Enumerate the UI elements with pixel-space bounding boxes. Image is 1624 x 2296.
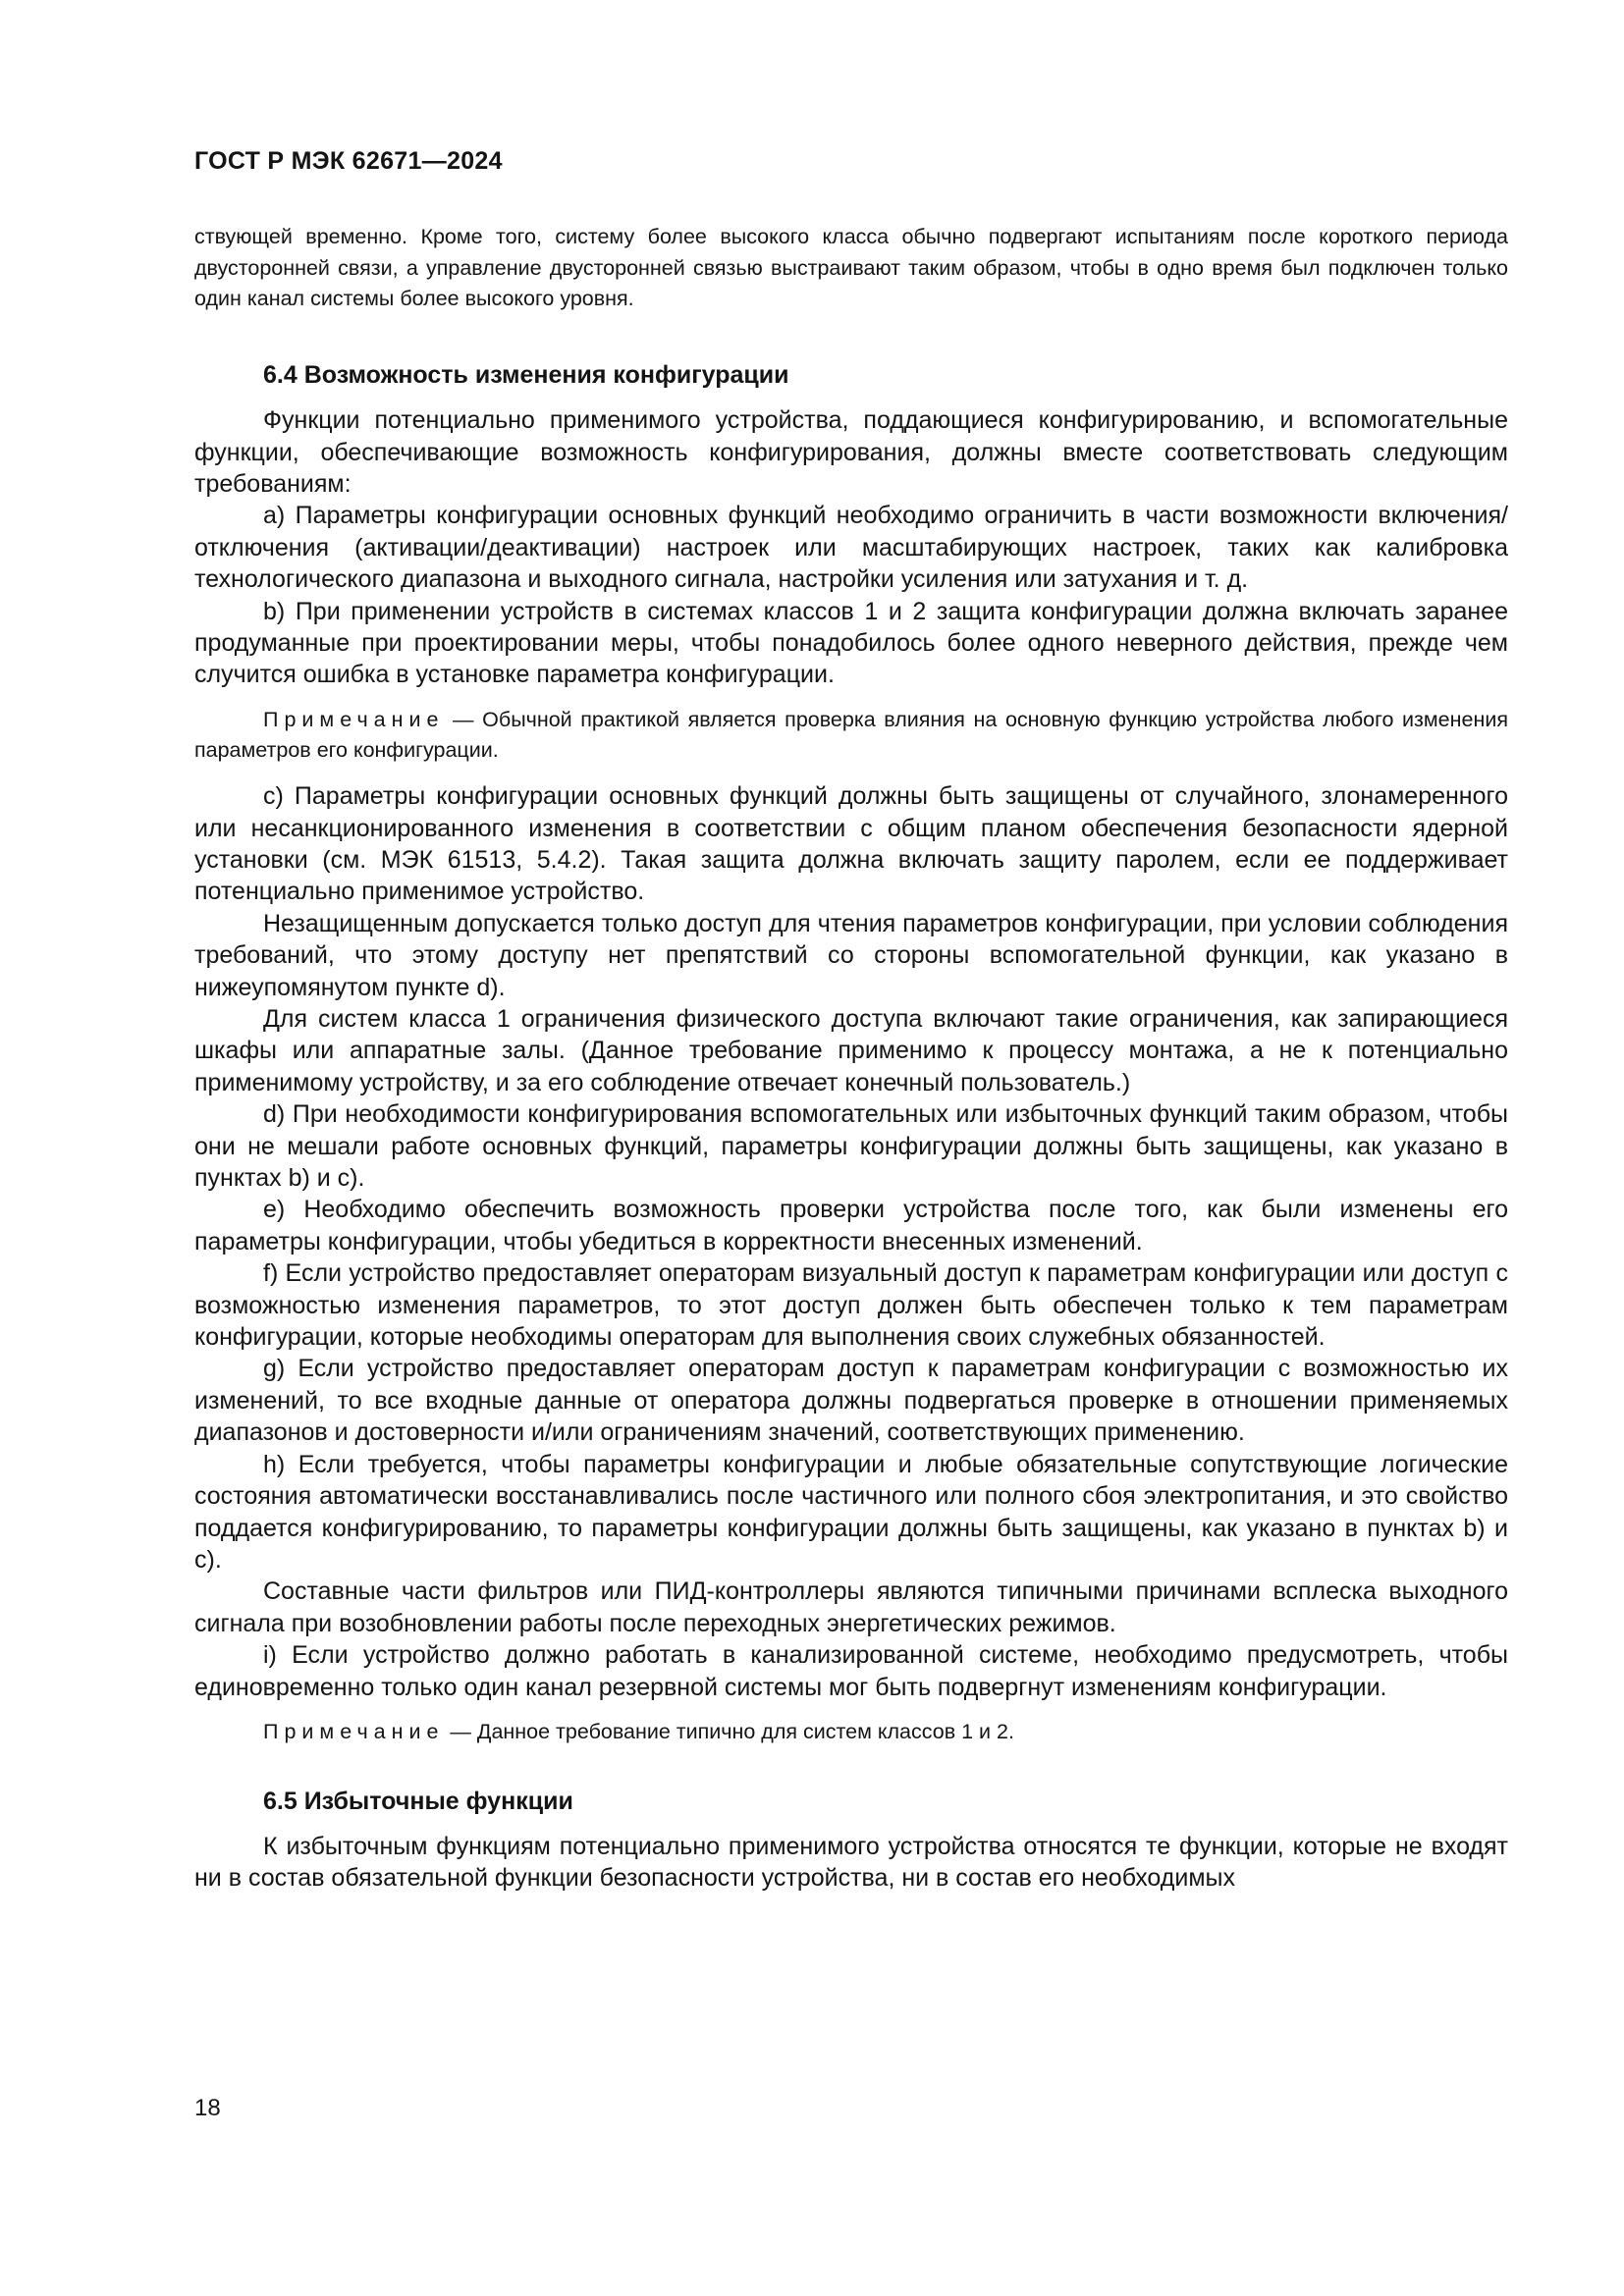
page-number: 18 — [194, 2095, 221, 2121]
note-1-text: — Обычной практикой является проверка влияния на основную функцию устройства любого изменения параметров его конфигурации. — [194, 707, 1508, 763]
section-6-4-title: 6.4 Возможность изменения конфигурации — [263, 361, 789, 390]
section-6-5-paragraph-1: К избыточным функциям потенциально применимого устройства относятся те функции, которые не входят ни в состав обязательной функции безопасности устройства, ни в состав его необходимых — [194, 1832, 1508, 1893]
item-c: с) Параметры конфигурации основных функций должны быть защищены от случайного, злонамеренного или несанкционированного изменения в соответствии с общим планом обеспечения безопасности ядерной установки (см. МЭК 61513, 5.4.2). Такая защита должна включать защиту паролем, если ее поддерживает потенциально применимое устройство. — [194, 782, 1508, 906]
item-f: f) Если устройство предоставляет операторам визуальный доступ к параметрам конфигурации или доступ с возможностью изменения параметров, то этот доступ должен быть обеспечен только к тем параметрам конфигурации, которые необходимы операторам для выполнения своих служебных обязанностей. — [194, 1259, 1508, 1352]
note-1-label: Примечание — [263, 707, 445, 731]
item-e: е) Необходимо обеспечить возможность проверки устройства после того, как были изменены его параметры конфигурации, чтобы убедиться в корректности внесенных изменений. — [194, 1196, 1508, 1255]
document-header: ГОСТ Р МЭК 62671—2024 — [194, 147, 503, 175]
item-i: i) Если устройство должно работать в канализированной системе, необходимо предусмотреть, чтобы единовременно только один канал резервной системы мог быть подвергнут изменениям конфигурации. — [194, 1641, 1508, 1701]
item-h-paragraph-2: Составные части фильтров или ПИД-контроллеры являются типичными причинами всплеска выходного сигнала при возобновлении работы после переходных энергетических режимов. — [194, 1577, 1508, 1637]
note-2-text: — Данное требование типично для систем классов 1 и 2. — [444, 1719, 1014, 1743]
item-c-paragraph-2: Незащищенным допускается только доступ для чтения параметров конфигурации, при условии соблюдения требований, что этому доступу нет препятствий со стороны вспомогательной функции, как указано в нижеупомянутом пункте d). — [194, 909, 1508, 1001]
document-page — [194, 147, 1508, 1894]
item-g: g) Если устройство предоставляет операторам доступ к параметрам конфигурации с возможностью их изменений, то все входные данные от оператора должны подвергаться проверке в отношении применяемых диапазонов и достоверности и/или ограничениям значений, соответствующих применению. — [194, 1355, 1508, 1447]
item-c-paragraph-3: Для систем класса 1 ограничения физического доступа включают такие ограничения, как запирающиеся шкафы или аппаратные залы. (Данное требование применимо к процессу монтажа, а не к потенциально применимому устройству, и за его соблюдение отвечает конечный пользователь.) — [194, 1005, 1508, 1096]
section-6-4-paragraph-1: Функции потенциально применимого устройства, поддающиеся конфигурированию, и вспомогательные функции, обеспечивающие возможность конфигурирования, должны вместе соответствовать следующим требованиям: — [194, 406, 1508, 498]
note-1 — [194, 705, 1508, 767]
item-b: b) При применении устройств в системах классов 1 и 2 защита конфигурации должна включать заранее продуманные при проектировании меры, чтобы понадобилось более одного неверного действия, прежде чем случится ошибка в установке параметра конфигурации. — [194, 597, 1508, 689]
note-2 — [194, 1717, 1508, 1748]
note-2-label: Примечание — [263, 1719, 445, 1743]
item-d: d) При необходимости конфигурирования вспомогательных или избыточных функций таким образом, чтобы они не мешали работе основных функций, параметры конфигурации должны быть защищены, как указано в пунктах b) и с). — [194, 1100, 1508, 1193]
item-h: h) Если требуется, чтобы параметры конфигурации и любые обязательные сопутствующие логические состояния автоматически восстанавливались после частичного или полного сбоя электропитания, и это свойство поддается конфигурированию, то параметры конфигурации должны быть защищены, как указано в пунктах b) и с). — [194, 1450, 1508, 1574]
intro-paragraph: ствующей временно. Кроме того, систему более высокого класса обычно подвергают испытаниям после короткого периода двусторонней связи, а управление двусторонней связью выстраивают таким образом, чтобы в одно время был подключен только один канал системы более высокого уровня. — [194, 225, 1508, 311]
item-a: а) Параметры конфигурации основных функций необходимо ограничить в части возможности включения/отключения (активации/деактивации) настроек или масштабирующих настроек, таких как калибровка технологического диапазона и выходного сигнала, настройки усиления или затухания и т. д. — [194, 502, 1508, 594]
section-6-5-title: 6.5 Избыточные функции — [263, 1787, 573, 1815]
